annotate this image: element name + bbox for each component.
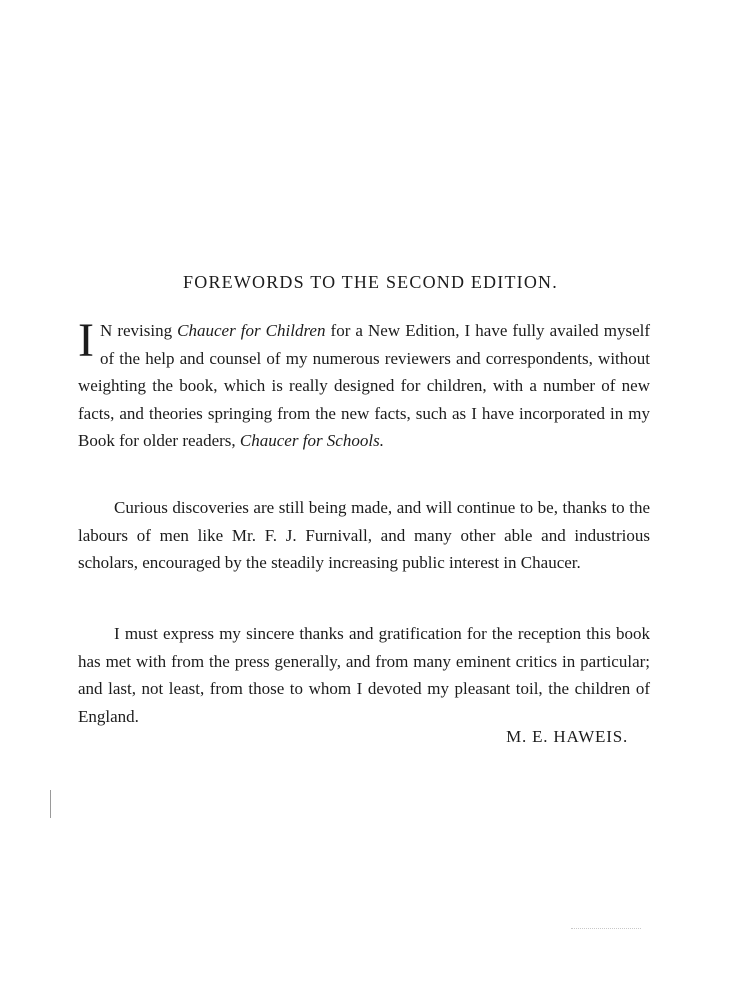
book-title-chaucer-for-schools: Chaucer for Schools. <box>239 431 384 450</box>
drop-cap: I <box>78 314 94 367</box>
book-title-chaucer-for-children: Chaucer for Children <box>177 321 326 340</box>
paper-speck <box>571 928 641 930</box>
paragraph-1-lead: N revising <box>99 321 178 340</box>
page-heading: FOREWORDS TO THE SECOND EDITION. <box>183 272 558 292</box>
paragraph-3: I must express my sincere thanks and gratification for the reception this book has met with from the press generally, and from many eminent critics in particular; and last, not least, from those to whom I devoted my pleasant toil, the children of England. <box>78 624 650 726</box>
paragraph-2: Curious discoveries are still being made, and will continue to be, thanks to the labours of men like Mr. F. J. Furnivall, and many other able and industrious scholars, encouraged by the steadily increasing public interest in Chaucer. <box>78 498 650 572</box>
margin-mark <box>50 790 51 818</box>
paragraph-1-body: for a New Edition, I have fully availed myself of the help and counsel of my numerous reviewers and correspondents, without weighting the book, which is really designed for children, with a number of new facts, and theories springing from the new facts, such as I have incorporated in my Book for older readers, <box>78 321 651 450</box>
author-signature: M. E. HAWEIS. <box>506 727 628 746</box>
paragraph-1 <box>78 314 651 455</box>
